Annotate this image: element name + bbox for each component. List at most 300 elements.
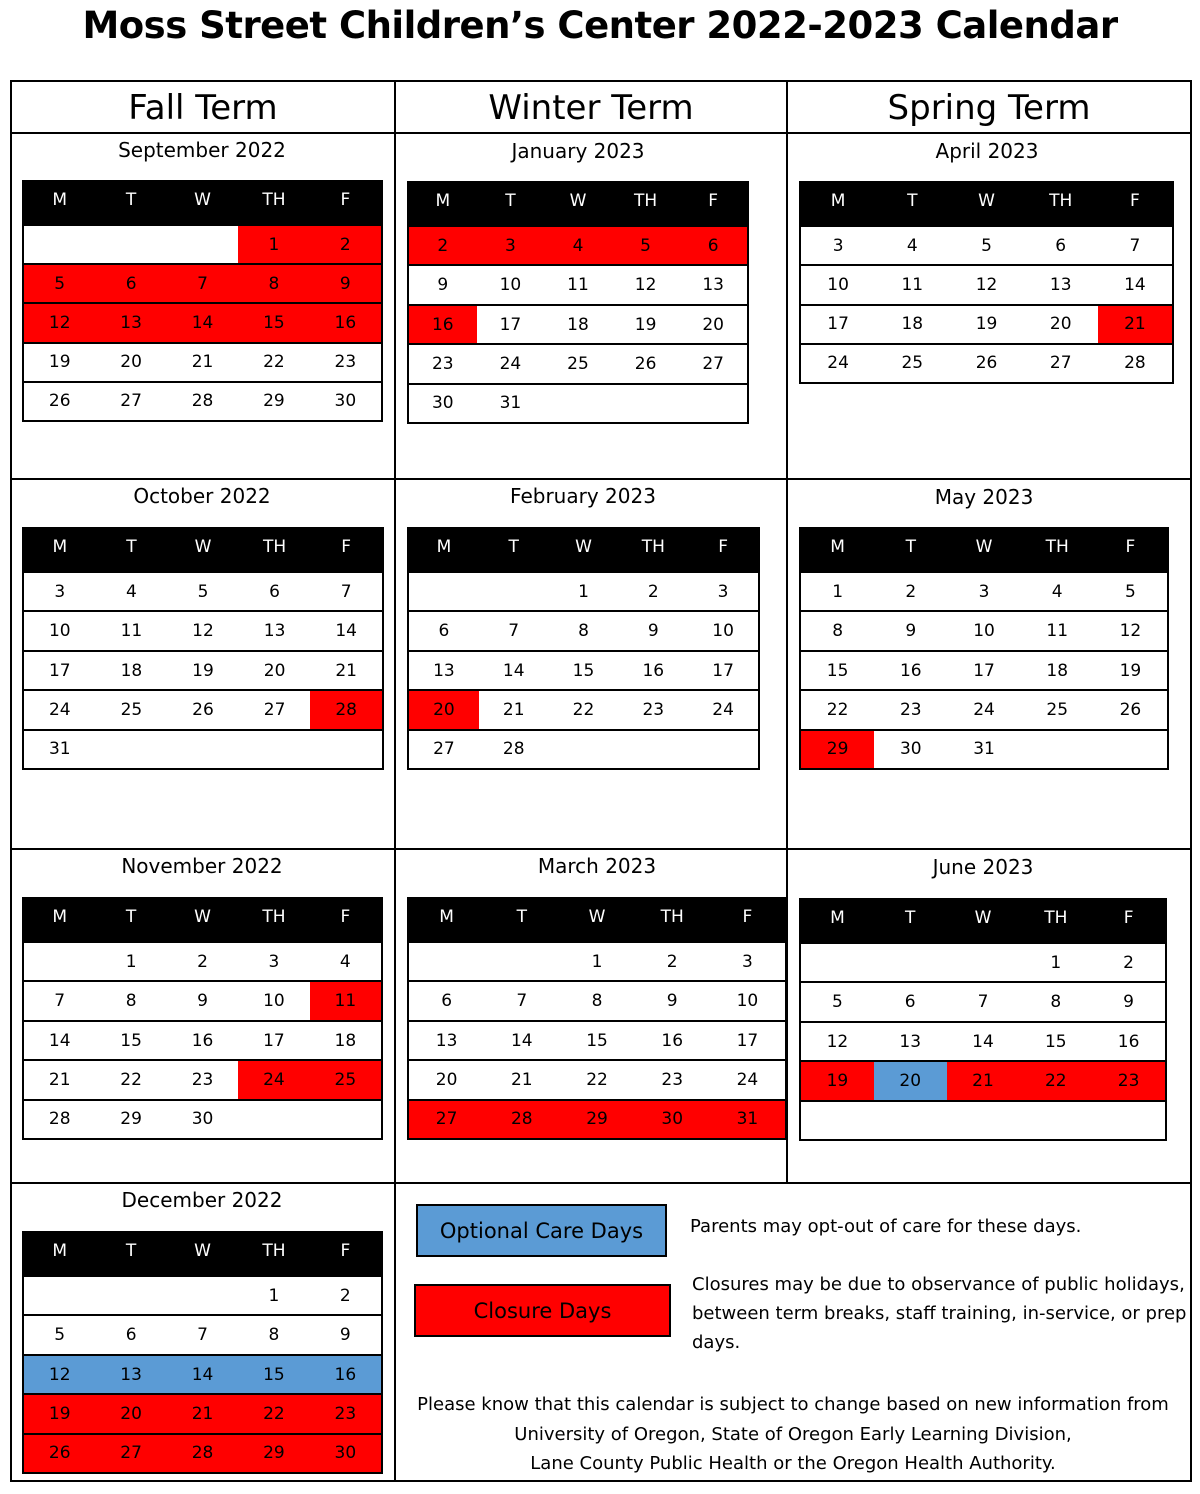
legend-optional-care-text: Parents may opt-out of care for these days. (690, 1216, 1082, 1237)
day-cell: 30 (334, 391, 357, 412)
day-cell: 10 (712, 621, 734, 642)
weekday-header-row (24, 182, 381, 226)
day-cell: 12 (192, 621, 214, 642)
day-cell: 29 (120, 1109, 142, 1130)
empty-day-cell (544, 385, 612, 422)
month-title-dec-2022: December 2022 (121, 1188, 283, 1212)
week-row (801, 1021, 1165, 1060)
week-row (409, 689, 758, 728)
week-row (409, 264, 747, 303)
day-cell: 9 (339, 1325, 351, 1346)
week-row (801, 573, 1167, 610)
day-cell: 2 (339, 1285, 351, 1306)
day-cell: 21 (510, 1069, 533, 1090)
empty-day-cell (874, 944, 947, 981)
day-cell: 15 (1044, 1031, 1067, 1052)
day-cell: 6 (269, 581, 280, 602)
day-cell: 16 (310, 1356, 381, 1393)
disclaimer (398, 1390, 1188, 1479)
month-calendar-mar-2023 (407, 897, 787, 1140)
legend-closure-text-line: Closures may be due to observance of public holidays, (692, 1274, 1185, 1295)
grid-divider (10, 478, 1192, 480)
weekday-header-row (801, 183, 1172, 227)
day-cell: 12 (634, 275, 657, 296)
day-cell: 27 (120, 391, 142, 412)
week-row (409, 980, 785, 1019)
day-cell: 24 (827, 353, 849, 374)
term-header-fall: Fall Term (128, 88, 278, 128)
weekday-header: T (508, 537, 519, 557)
day-cell: 22 (263, 352, 285, 373)
weekday-header: T (505, 191, 516, 211)
day-cell: 9 (666, 991, 678, 1012)
day-cell: 30 (899, 739, 922, 760)
weekday-header: T (516, 907, 527, 927)
day-cell: 1 (238, 226, 309, 263)
day-cell: 15 (120, 1030, 142, 1051)
month-calendar-dec-2022 (22, 1231, 383, 1474)
day-cell: 15 (826, 660, 849, 681)
day-cell: 5 (197, 581, 209, 602)
week-row (24, 573, 382, 610)
day-cell: 26 (192, 699, 214, 720)
day-cell: 26 (48, 391, 71, 412)
week-row (24, 342, 381, 381)
day-cell: 19 (975, 314, 998, 335)
day-cell: 18 (334, 1030, 357, 1051)
day-cell: 6 (1055, 235, 1067, 256)
day-cell: 29 (263, 391, 285, 412)
weekday-header: T (125, 190, 137, 210)
empty-day-cell (409, 943, 484, 980)
day-cell: 2 (310, 226, 381, 263)
empty-day-cell (1094, 731, 1167, 768)
day-cell: 31 (973, 739, 995, 760)
weekday-header: W (974, 908, 992, 928)
day-cell: 29 (238, 1435, 309, 1472)
day-cell: 28 (502, 739, 525, 760)
day-cell: 22 (572, 699, 595, 720)
week-row (409, 650, 758, 689)
day-cell: 14 (972, 1031, 994, 1052)
month-calendar-may-2023 (799, 527, 1169, 770)
weekday-header: M (830, 537, 845, 557)
day-cell: 12 (975, 274, 998, 295)
day-cell: 24 (48, 699, 71, 720)
month-title-sep-2022: September 2022 (118, 138, 286, 162)
day-cell: 11 (310, 982, 381, 1019)
weekday-header: TH (1044, 908, 1068, 928)
empty-day-cell (167, 1277, 238, 1314)
day-cell: 24 (499, 353, 522, 374)
week-row (801, 729, 1167, 768)
weekday-header: F (1123, 908, 1134, 928)
day-cell: 15 (572, 660, 595, 681)
empty-day-cell (1019, 1102, 1092, 1139)
weekday-header: F (340, 1241, 351, 1261)
weekday-header: M (436, 537, 452, 557)
weekday-header-row (409, 529, 758, 573)
day-cell: 28 (191, 391, 214, 412)
day-cell: 23 (431, 353, 454, 374)
day-cell: 4 (339, 951, 351, 972)
day-cell: 21 (1098, 306, 1172, 343)
day-cell: 15 (238, 1356, 309, 1393)
day-cell: 19 (801, 1062, 874, 1099)
weekday-header: M (830, 908, 845, 928)
week-row (24, 610, 382, 649)
day-cell: 25 (567, 353, 589, 374)
empty-day-cell (238, 1101, 309, 1138)
weekday-header: W (194, 1241, 211, 1261)
day-cell: 7 (340, 581, 352, 602)
day-cell: 26 (975, 353, 998, 374)
weekday-header: TH (262, 190, 286, 210)
week-row (409, 304, 747, 343)
day-cell: 13 (435, 1030, 458, 1051)
month-title-jan-2023: January 2023 (511, 139, 645, 163)
day-cell: 12 (826, 1031, 849, 1052)
weekday-header: TH (1049, 191, 1073, 211)
day-cell: 8 (1050, 992, 1062, 1013)
weekday-header: W (575, 537, 592, 557)
day-cell: 6 (125, 1325, 137, 1346)
week-row (24, 226, 381, 263)
week-row (24, 263, 381, 302)
weekday-header: W (588, 907, 606, 927)
day-cell: 20 (95, 1395, 166, 1432)
weekday-header: TH (660, 907, 684, 927)
empty-day-cell (24, 226, 95, 263)
weekday-header: W (194, 190, 211, 210)
week-row (24, 381, 381, 420)
day-cell: 16 (661, 1030, 684, 1051)
day-cell: 7 (167, 265, 238, 302)
day-cell: 10 (48, 621, 71, 642)
day-cell: 21 (167, 1395, 238, 1432)
disclaimer-line: Please know that this calendar is subject to change based on new information from (417, 1394, 1169, 1415)
week-row (801, 227, 1172, 264)
day-cell: 13 (433, 660, 455, 681)
day-cell: 2 (666, 951, 678, 972)
day-cell: 4 (125, 581, 137, 602)
day-cell: 19 (1119, 660, 1142, 681)
month-title-oct-2022: October 2022 (133, 484, 271, 508)
day-cell: 27 (263, 699, 286, 720)
day-cell: 16 (642, 660, 665, 681)
day-cell: 7 (197, 1325, 208, 1346)
day-cell: 10 (973, 621, 995, 642)
day-cell: 3 (717, 581, 729, 602)
day-cell: 14 (510, 1030, 533, 1051)
weekday-header: T (905, 908, 916, 928)
week-row (24, 729, 382, 768)
day-cell: 6 (95, 265, 166, 302)
day-cell: 3 (268, 951, 280, 972)
grid-divider (394, 80, 396, 1482)
weekday-header-row (801, 529, 1167, 573)
day-cell: 23 (191, 1069, 214, 1090)
day-cell: 8 (832, 621, 844, 642)
day-cell: 8 (125, 991, 137, 1012)
day-cell: 7 (516, 991, 528, 1012)
day-cell: 2 (409, 227, 477, 264)
day-cell: 12 (24, 1356, 95, 1393)
day-cell: 10 (263, 991, 285, 1012)
day-cell: 21 (502, 699, 525, 720)
week-row (801, 1100, 1165, 1139)
empty-day-cell (310, 731, 382, 768)
day-cell: 27 (433, 739, 455, 760)
day-cell: 2 (905, 581, 917, 602)
day-cell: 20 (409, 691, 479, 728)
weekday-header: F (718, 537, 728, 557)
day-cell: 17 (48, 660, 71, 681)
weekday-header: TH (633, 191, 658, 211)
weekday-header: F (1125, 537, 1136, 557)
month-calendar-apr-2023 (799, 181, 1174, 384)
empty-day-cell (874, 1102, 947, 1139)
week-row (409, 573, 758, 610)
empty-day-cell (947, 1102, 1020, 1139)
weekday-header: TH (641, 537, 665, 557)
day-cell: 7 (1129, 235, 1141, 256)
month-title-mar-2023: March 2023 (537, 854, 657, 878)
day-cell: 20 (1049, 314, 1072, 335)
day-cell: 14 (167, 304, 238, 341)
week-row (801, 689, 1167, 728)
weekday-header: F (341, 537, 352, 557)
day-cell: 30 (635, 1101, 710, 1138)
weekday-header: M (439, 907, 454, 927)
week-row (801, 610, 1167, 649)
day-cell: 6 (438, 621, 450, 642)
day-cell: 11 (120, 621, 143, 642)
week-row (24, 1099, 381, 1138)
weekday-header: TH (262, 1241, 286, 1261)
week-row (801, 264, 1172, 303)
day-cell: 6 (679, 227, 747, 264)
empty-day-cell (679, 385, 747, 422)
day-cell: 20 (120, 352, 142, 373)
day-cell: 17 (263, 1030, 285, 1051)
weekday-header: W (194, 907, 211, 927)
day-cell: 9 (197, 991, 208, 1012)
day-cell: 31 (499, 393, 522, 414)
weekday-header: T (125, 1241, 137, 1261)
day-cell: 1 (1050, 952, 1062, 973)
week-row (409, 1099, 785, 1138)
day-cell: 20 (435, 1069, 458, 1090)
month-calendar-nov-2022 (22, 897, 383, 1140)
day-cell: 20 (874, 1062, 947, 1099)
month-calendar-sep-2022 (22, 180, 383, 422)
legend-closure-swatch (414, 1284, 671, 1337)
day-cell: 25 (120, 699, 143, 720)
week-row (24, 302, 381, 341)
page-title: Moss Street Children’s Center 2022-2023 Calendar (82, 4, 1118, 47)
day-cell: 5 (612, 227, 680, 264)
day-cell: 20 (702, 314, 724, 335)
legend-closure-text (692, 1270, 1186, 1357)
week-row (409, 1020, 785, 1059)
week-row (24, 1059, 381, 1098)
week-row (801, 343, 1172, 382)
week-row (409, 1059, 785, 1098)
weekday-header: TH (262, 537, 287, 557)
day-cell: 25 (1046, 699, 1069, 720)
empty-day-cell (1021, 731, 1094, 768)
weekday-header: M (52, 1241, 68, 1261)
empty-day-cell (484, 943, 559, 980)
day-cell: 25 (901, 353, 924, 374)
day-cell: 23 (899, 699, 922, 720)
day-cell: 28 (48, 1109, 71, 1130)
weekday-header: T (125, 907, 137, 927)
day-cell: 26 (634, 353, 657, 374)
disclaimer-line: Lane County Public Health or the Oregon Health Authority. (530, 1453, 1056, 1474)
day-cell: 19 (634, 314, 657, 335)
day-cell: 10 (827, 274, 849, 295)
week-row (24, 1354, 381, 1393)
weekday-header: T (126, 537, 137, 557)
month-title-jun-2023: June 2023 (932, 855, 1034, 879)
grid-divider (10, 132, 1192, 134)
empty-day-cell (95, 226, 166, 263)
day-cell: 1 (125, 951, 137, 972)
day-cell: 31 (48, 739, 71, 760)
day-cell: 18 (120, 660, 143, 681)
day-cell: 27 (409, 1101, 484, 1138)
day-cell: 20 (263, 660, 286, 681)
day-cell: 7 (977, 992, 989, 1013)
day-cell: 7 (508, 621, 520, 642)
day-cell: 12 (24, 304, 95, 341)
day-cell: 9 (1123, 992, 1134, 1013)
day-cell: 29 (801, 731, 874, 768)
month-title-apr-2023: April 2023 (935, 139, 1039, 163)
day-cell: 28 (167, 1435, 238, 1472)
day-cell: 14 (502, 660, 525, 681)
day-cell: 13 (95, 1356, 166, 1393)
weekday-header: T (905, 537, 916, 557)
empty-day-cell (95, 1277, 166, 1314)
legend-closure-text-line: between term breaks, staff training, in-service, or prep (692, 1303, 1187, 1324)
weekday-header-row (409, 183, 747, 227)
grid-divider (10, 848, 1192, 850)
month-title-may-2023: May 2023 (934, 485, 1034, 509)
day-cell: 15 (586, 1030, 608, 1051)
weekday-header: F (742, 907, 753, 927)
legend-closure-text-line: days. (692, 1332, 741, 1353)
day-cell: 5 (981, 235, 992, 256)
week-row (24, 650, 382, 689)
day-cell: 16 (310, 304, 381, 341)
day-cell: 19 (192, 660, 214, 681)
weekday-header: T (907, 191, 918, 211)
day-cell: 25 (310, 1061, 381, 1098)
day-cell: 23 (334, 352, 357, 373)
weekday-header: W (975, 537, 993, 557)
weekday-header: TH (1045, 537, 1069, 557)
week-row (801, 650, 1167, 689)
day-cell: 8 (591, 991, 603, 1012)
week-row (24, 1020, 381, 1059)
day-cell: 29 (559, 1101, 634, 1138)
day-cell: 23 (661, 1069, 684, 1090)
week-row (24, 980, 381, 1019)
week-row (24, 1393, 381, 1432)
day-cell: 17 (973, 660, 995, 681)
day-cell: 9 (310, 265, 381, 302)
day-cell: 17 (712, 660, 734, 681)
week-row (409, 610, 758, 649)
day-cell: 1 (578, 581, 589, 602)
day-cell: 21 (48, 1069, 71, 1090)
weekday-header: F (1130, 191, 1140, 211)
day-cell: 21 (947, 1062, 1020, 1099)
legend-closure-label: Closure Days (473, 1298, 612, 1323)
weekday-header: F (708, 191, 719, 211)
empty-day-cell (612, 385, 680, 422)
weekday-header-row (24, 899, 381, 943)
week-row (409, 343, 747, 382)
day-cell: 6 (441, 991, 453, 1012)
day-cell: 31 (710, 1101, 785, 1138)
day-cell: 22 (120, 1069, 142, 1090)
day-cell: 26 (24, 1435, 95, 1472)
day-cell: 5 (831, 992, 843, 1013)
day-cell: 27 (1049, 353, 1072, 374)
weekday-header-row (801, 900, 1165, 944)
day-cell: 9 (647, 621, 659, 642)
day-cell: 13 (899, 1031, 922, 1052)
empty-day-cell (167, 731, 239, 768)
weekday-header: W (569, 191, 587, 211)
day-cell: 13 (1049, 274, 1072, 295)
day-cell: 18 (1046, 660, 1069, 681)
week-row (409, 383, 747, 422)
day-cell: 17 (499, 314, 522, 335)
day-cell: 13 (702, 275, 724, 296)
day-cell: 4 (1051, 581, 1063, 602)
day-cell: 26 (1119, 699, 1142, 720)
month-title-feb-2023: February 2023 (510, 484, 656, 508)
day-cell: 28 (484, 1101, 559, 1138)
weekday-header: F (340, 907, 351, 927)
empty-day-cell (24, 943, 95, 980)
week-row (409, 943, 785, 980)
week-row (409, 729, 758, 768)
day-cell: 2 (197, 951, 208, 972)
day-cell: 18 (901, 314, 924, 335)
legend-optional-care-swatch (416, 1204, 667, 1257)
week-row (24, 943, 381, 980)
day-cell: 27 (95, 1435, 166, 1472)
empty-day-cell (801, 944, 874, 981)
day-cell: 10 (499, 275, 522, 296)
week-row (24, 1277, 381, 1314)
day-cell: 3 (54, 581, 66, 602)
weekday-header: F (340, 190, 351, 210)
day-cell: 17 (736, 1030, 759, 1051)
day-cell: 8 (268, 1325, 280, 1346)
month-calendar-feb-2023 (407, 527, 760, 770)
day-cell: 23 (310, 1395, 381, 1432)
week-row (409, 227, 747, 264)
empty-day-cell (618, 731, 688, 768)
weekday-header: TH (262, 907, 286, 927)
